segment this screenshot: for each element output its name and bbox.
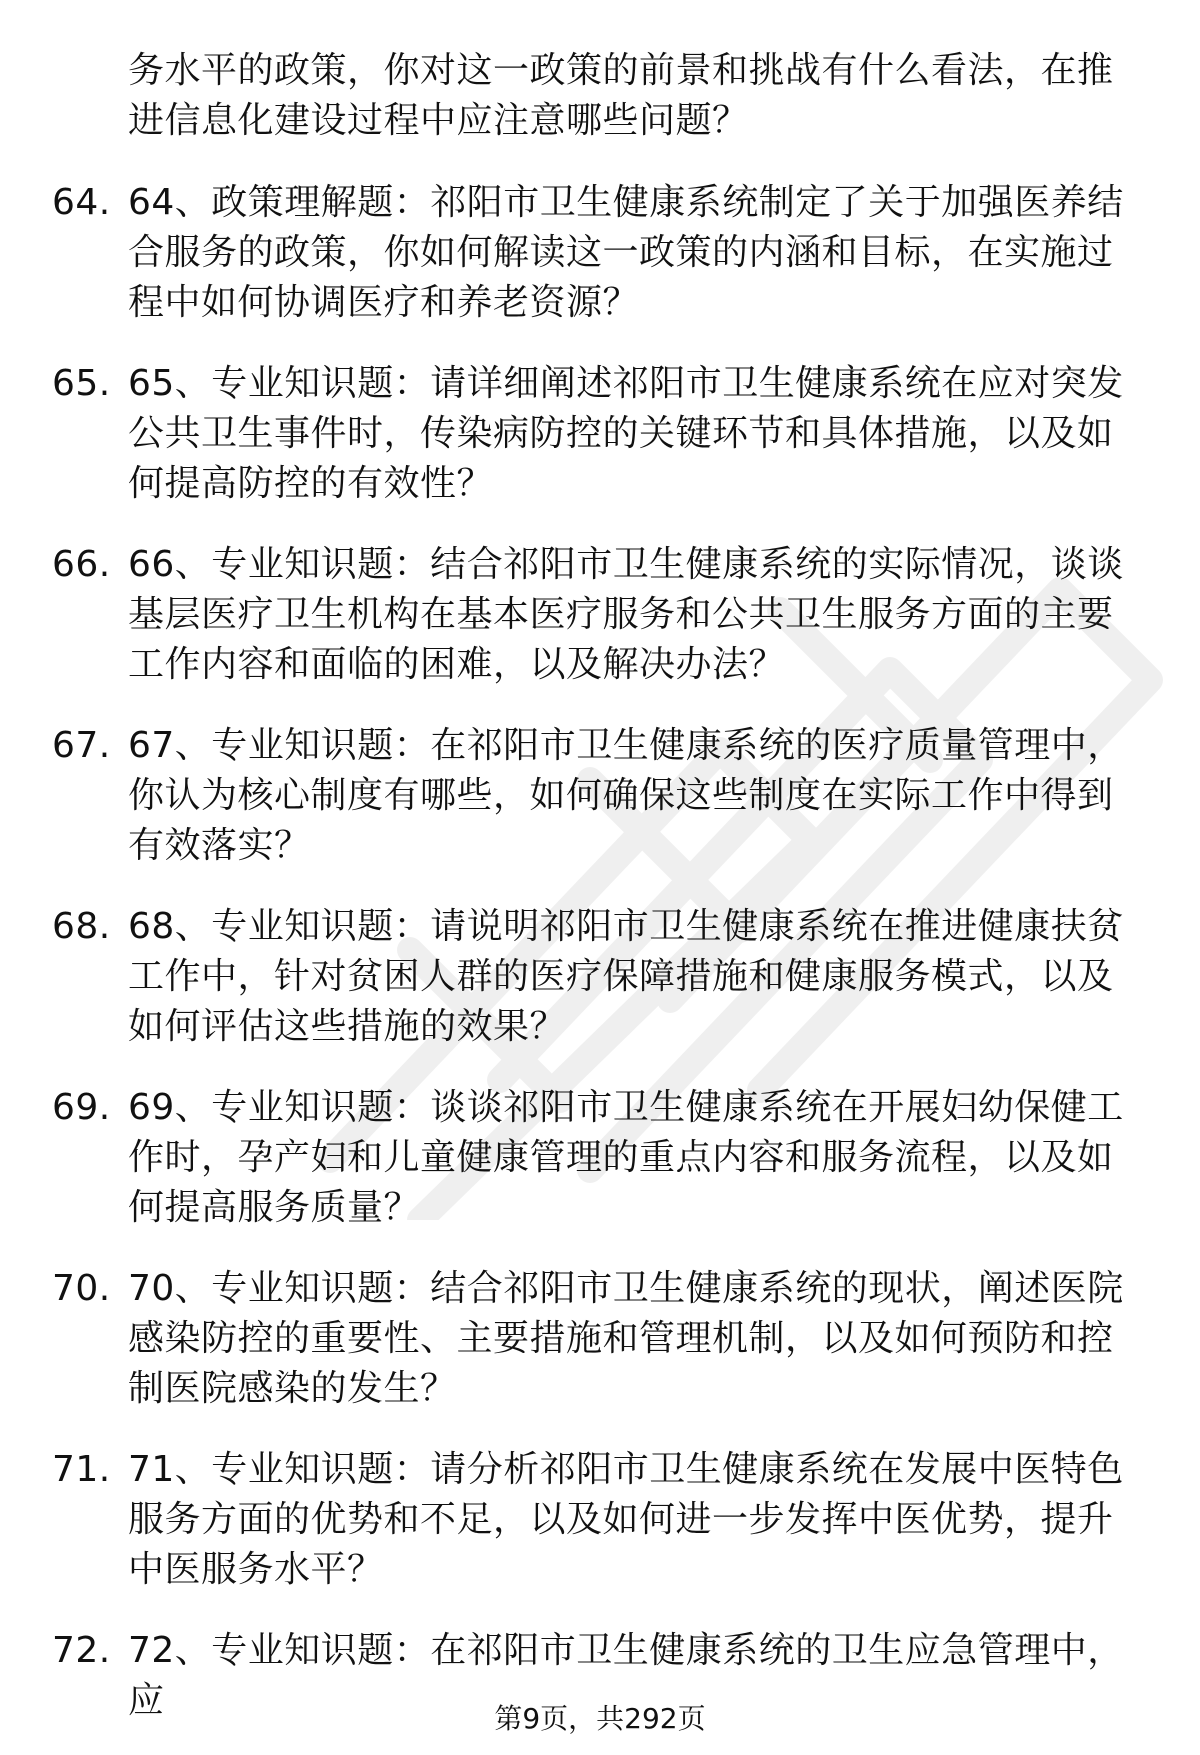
question-number: 66. [52,544,111,585]
question-number: 68. [52,906,111,947]
question-text: 65、专业知识题：请详细阐述祁阳市卫生健康系统在应对突发公共卫生事件时，传染病防控的关键环节和具体措施，以及如何提高防控的有效性？ [128,363,1124,504]
page-footer: 第9页，共292页 [494,1702,706,1735]
question-list [0,178,1200,1755]
question-content [0,46,1200,1755]
question-number: 67. [52,725,111,766]
question-text: 64、政策理解题：祁阳市卫生健康系统制定了关于加强医养结合服务的政策，你如何解读这一政策的内涵和目标，在实施过程中如何协调医疗和养老资源？ [128,182,1124,323]
question-item [0,540,1200,690]
question-text: 68、专业知识题：请说明祁阳市卫生健康系统在推进健康扶贫工作中，针对贫困人群的医疗保障措施和健康服务模式，以及如何评估这些措施的效果？ [128,906,1124,1047]
question-text: 71、专业知识题：请分析祁阳市卫生健康系统在发展中医特色服务方面的优势和不足，以及如何进一步发挥中医优势，提升中医服务水平？ [128,1449,1124,1590]
question-item [0,1264,1200,1414]
question-item [0,1445,1200,1595]
question-number: 65. [52,363,111,404]
question-number: 72. [52,1630,111,1671]
question-text: 70、专业知识题：结合祁阳市卫生健康系统的现状，阐述医院感染防控的重要性、主要措施和管理机制，以及如何预防和控制医院感染的发生？ [128,1268,1124,1409]
question-item [0,1083,1200,1233]
question-number: 71. [52,1449,111,1490]
question-number: 64. [52,182,111,223]
continued-question-text: 务水平的政策，你对这一政策的前景和挑战有什么看法，在推进信息化建设过程中应注意哪些问题？ [128,50,1114,141]
question-text: 69、专业知识题：谈谈祁阳市卫生健康系统在开展妇幼保健工作时，孕产妇和儿童健康管理的重点内容和服务流程，以及如何提高服务质量？ [128,1087,1124,1228]
question-item [0,178,1200,328]
question-text: 66、专业知识题：结合祁阳市卫生健康系统的实际情况，谈谈基层医疗卫生机构在基本医疗服务和公共卫生服务方面的主要工作内容和面临的困难，以及解决办法？ [128,544,1124,685]
question-number: 70. [52,1268,111,1309]
question-item [0,721,1200,871]
question-number: 69. [52,1087,111,1128]
question-text: 72、专业知识题：在祁阳市卫生健康系统的卫生应急管理中，应 [128,1630,1124,1721]
question-item [0,359,1200,509]
question-text: 67、专业知识题：在祁阳市卫生健康系统的医疗质量管理中，你认为核心制度有哪些，如何确保这些制度在实际工作中得到有效落实？ [128,725,1124,866]
question-item [0,902,1200,1052]
